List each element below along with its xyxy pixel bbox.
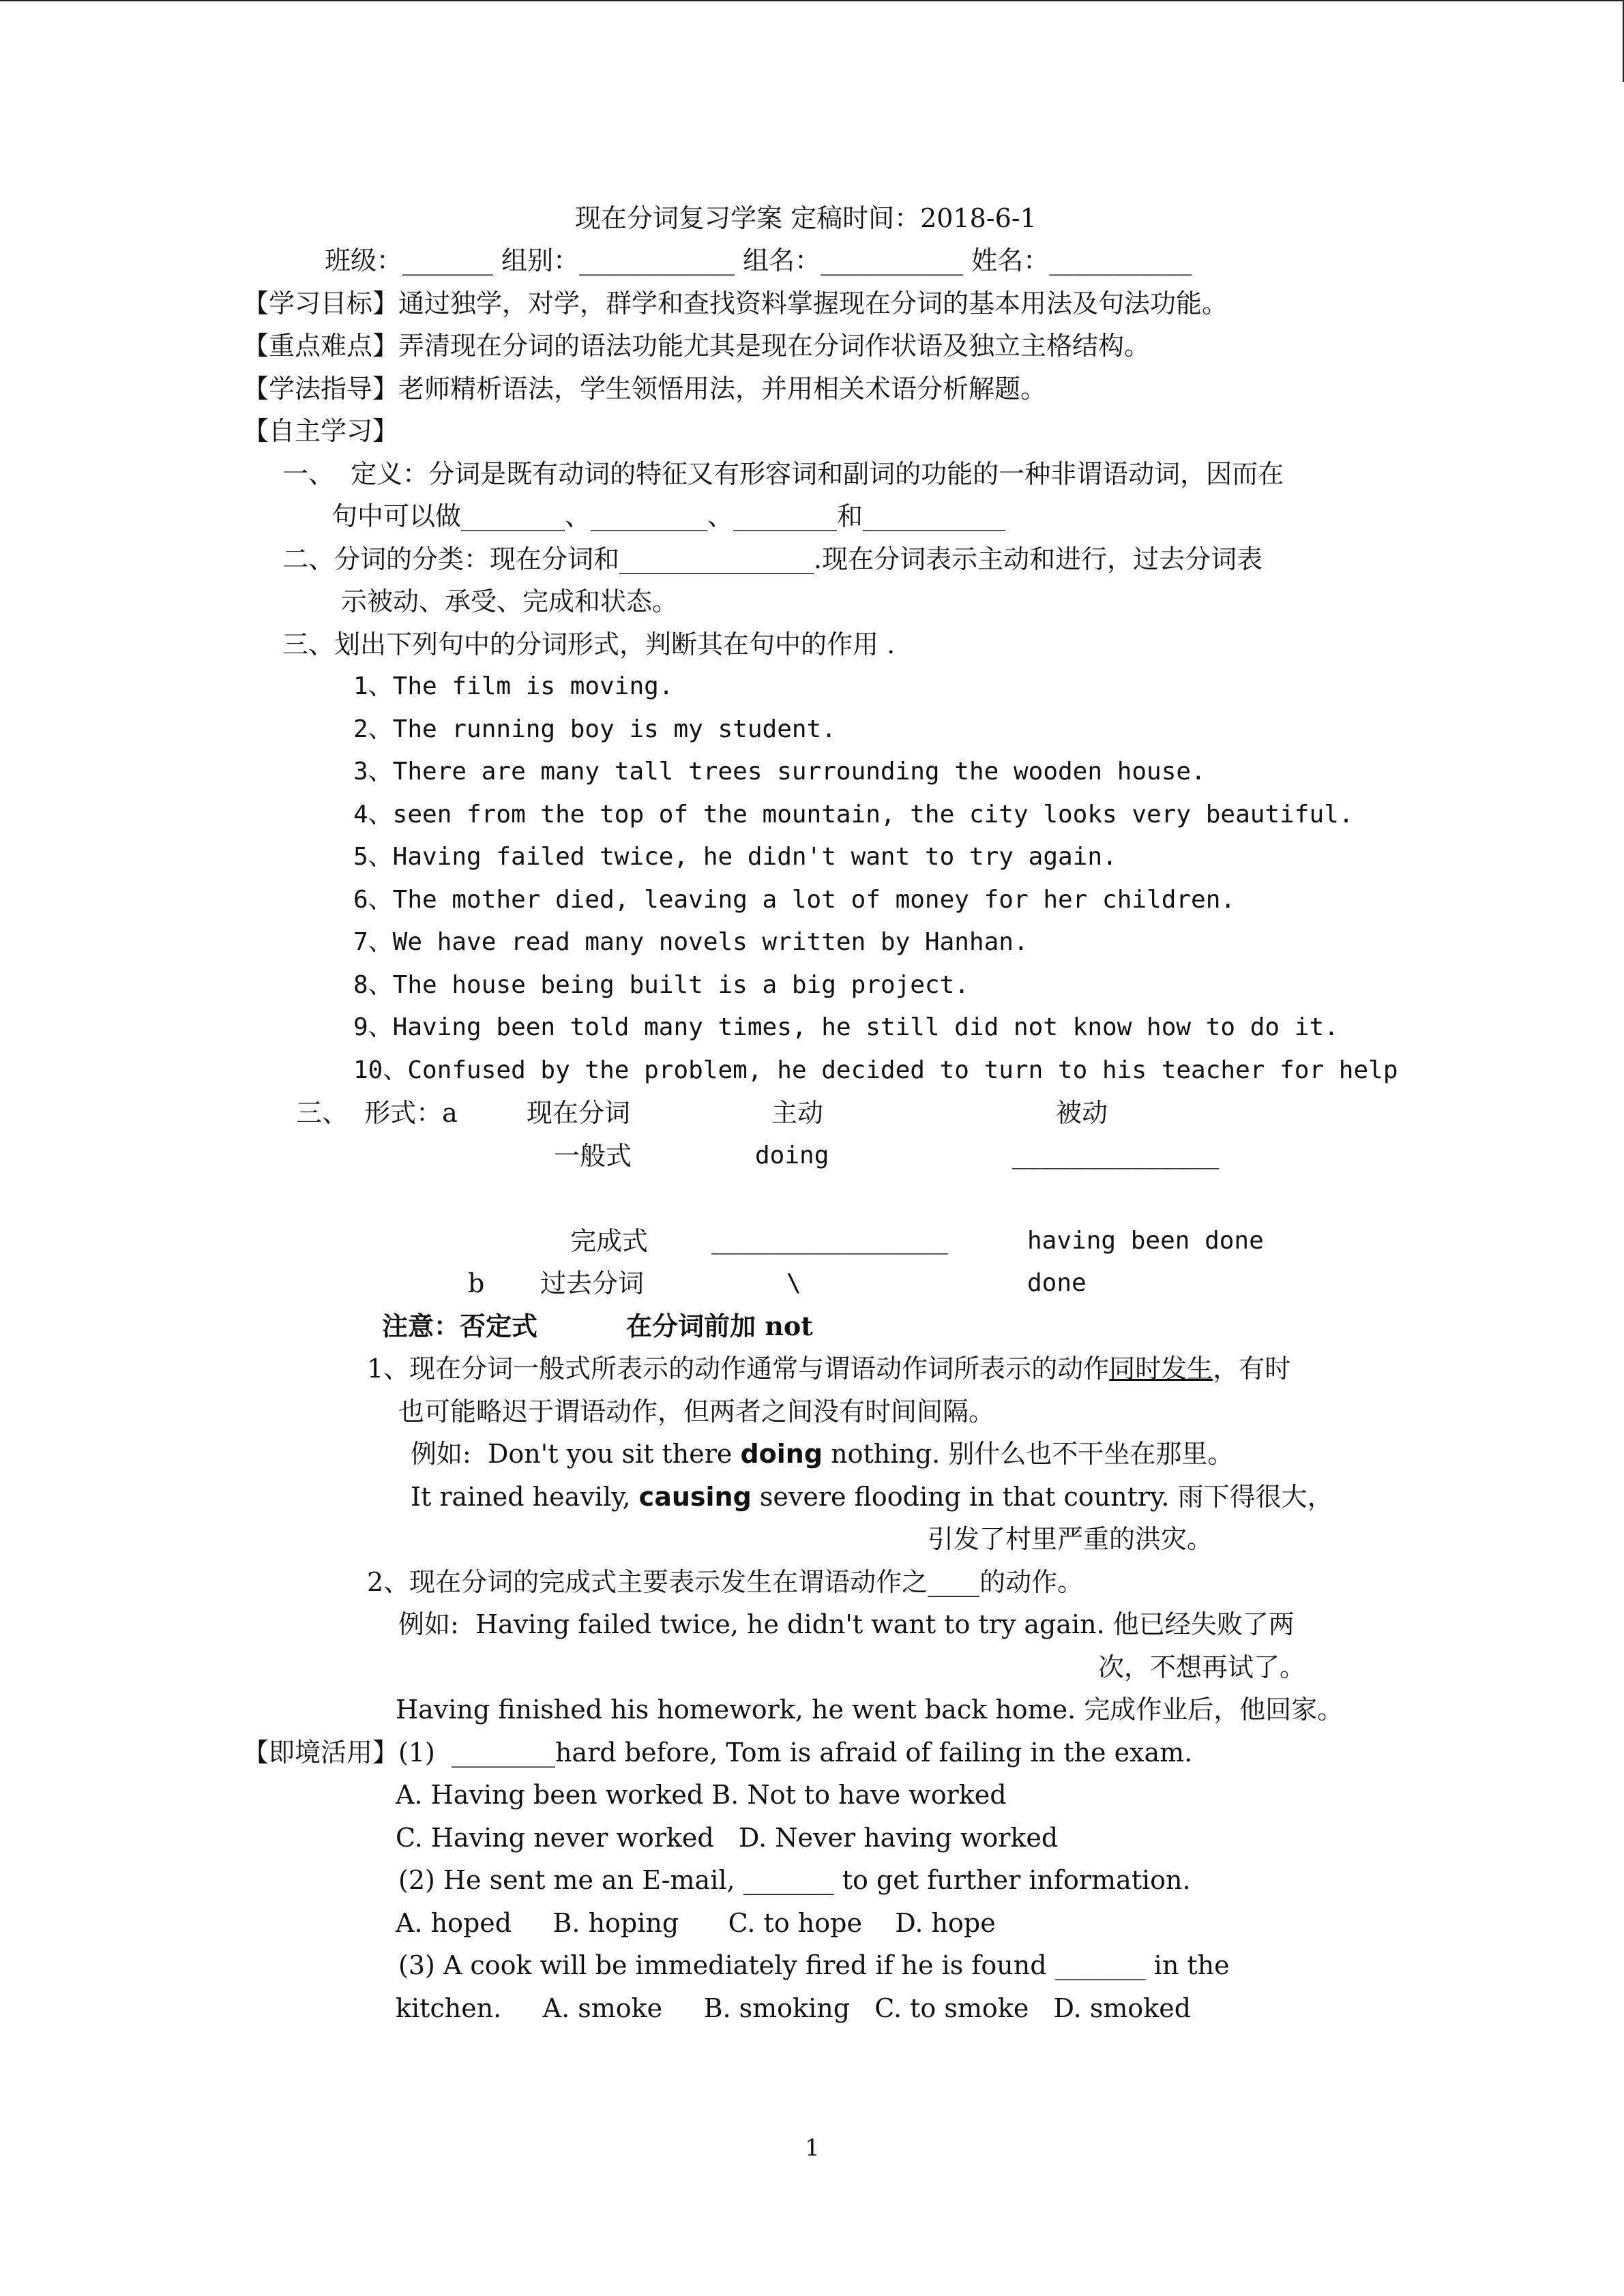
rule1-suffix: ，有时	[1213, 1354, 1291, 1384]
rule1-ex2-prefix: It rained heavily,	[411, 1482, 639, 1512]
rule1-ex1-bold: doing	[740, 1439, 823, 1469]
rule1-line1	[367, 1352, 1290, 1386]
key-points: 【重点难点】弄清现在分词的语法功能尤其是现在分词作状语及独立主格结构。	[243, 331, 1151, 361]
section1-line2: 句中可以做________、_________、________和___________	[331, 501, 1006, 531]
forms-b-passive: done	[1027, 1269, 1087, 1297]
sentence-4: 4、seen from the top of the mountain, the city looks very beautiful.	[353, 801, 1354, 829]
note-label: 注意：否定式	[382, 1311, 538, 1341]
practice-q1-options-cd: C. Having never worked D. Never having worked	[396, 1823, 1059, 1853]
page-top-border	[0, 0, 1624, 1]
rule1-line2: 也可能略迟于谓语动作，但两者之间没有时间间隔。	[398, 1397, 995, 1427]
rule1-ex1-suffix: nothing. 别什么也不干坐在那里。	[823, 1439, 1234, 1469]
sentence-5: 5、Having failed twice, he didn't want to try again.	[353, 843, 1117, 871]
rule1-example1	[411, 1437, 1233, 1471]
rule1-underlined: 同时发生	[1109, 1354, 1213, 1384]
section3-heading: 三、划出下列句中的分词形式，判断其在句中的作用 .	[282, 629, 896, 659]
forms-row2-label: 完成式	[570, 1226, 649, 1256]
rule1-prefix: 1、现在分词一般式所表示的动作通常与谓语动作词所表示的动作	[367, 1354, 1110, 1384]
forms-label: 三、 形式：a	[296, 1098, 458, 1128]
practice-q2: (2) He sent me an E-mail, _______ to get further information.	[398, 1865, 1191, 1895]
rule1-ex2-bold: causing	[638, 1482, 752, 1512]
forms-b-label: b	[468, 1268, 485, 1298]
forms-row2-passive: having been done	[1027, 1227, 1264, 1255]
section2-line1: 二、分词的分类：现在分词和_______________.现在分词表示主动和进行，过去分词表	[282, 544, 1263, 574]
sentence-8: 8、The house being built is a big project.	[353, 971, 969, 999]
rule2-example1-line2: 次，不想再试了。	[1098, 1652, 1306, 1682]
method-guide: 【学法指导】老师精析语法，学生领悟用法，并用相关术语分析解题。	[243, 374, 1047, 404]
forms-col-participle: 现在分词	[527, 1098, 631, 1128]
page-number: 1	[805, 2134, 820, 2162]
forms-b-participle: 过去分词	[540, 1268, 645, 1298]
rule2-example1: 例如: Having failed twice, he didn't want to try again. 他已经失败了两	[398, 1609, 1295, 1639]
forms-row1-active: doing	[755, 1142, 829, 1169]
page-title: 现在分词复习学案 定稿时间：2018-6-1	[575, 203, 1037, 233]
rule1-example2-line2: 引发了村里严重的洪灾。	[928, 1524, 1213, 1554]
practice-q2-options: A. hoped B. hoping C. to hope D. hope	[396, 1908, 996, 1938]
sentence-2: 2、The running boy is my student.	[353, 715, 836, 743]
rule2-example2: Having finished his homework, he went back home. 完成作业后，他回家。	[396, 1695, 1344, 1725]
practice-q1: 【即境活用】(1) ________hard before, Tom is afraid of failing in the exam.	[243, 1738, 1193, 1768]
rule2-line1: 2、现在分词的完成式主要表示发生在谓语动作之____的动作。	[367, 1567, 1084, 1597]
rule1-example2	[411, 1480, 1333, 1514]
learning-goal: 【学习目标】通过独学，对学，群学和查找资料掌握现在分词的基本用法及句法功能。	[243, 288, 1228, 318]
section2-line2: 示被动、承受、完成和状态。	[341, 586, 679, 616]
sentence-6: 6、The mother died, leaving a lot of money for her children.	[353, 886, 1236, 914]
forms-row1-label: 一般式	[554, 1141, 632, 1171]
section1-line1: 一、 定义：分词是既有动词的特征又有形容词和副词的功能的一种非谓语动词，因而在	[282, 459, 1284, 489]
practice-q3: (3) A cook will be immediately fired if he is found _______ in the	[398, 1950, 1230, 1980]
sentence-9: 9、Having been told many times, he still did not know how to do it.	[353, 1013, 1339, 1041]
sentence-3: 3、There are many tall trees surrounding the wooden house.	[353, 758, 1206, 786]
rule1-ex1-prefix: 例如: Don't you sit there	[411, 1439, 741, 1469]
forms-row1-passive-blank: ______________	[1012, 1142, 1220, 1169]
forms-col-active: 主动	[771, 1098, 824, 1128]
self-study-heading: 【自主学习】	[243, 416, 399, 446]
forms-row2-active-blank: ________________	[711, 1227, 948, 1255]
forms-b-active: \	[786, 1269, 801, 1297]
rule1-ex2-suffix: severe flooding in that country. 雨下得很大，	[751, 1482, 1333, 1512]
practice-q1-options-ab: A. Having been worked B. Not to have worked	[396, 1780, 1007, 1810]
header-fields: 班级：_______ 组别：____________ 组名：___________ 姓名：___________	[325, 245, 1192, 275]
note-text: 在分词前加 not	[626, 1311, 813, 1341]
sentence-7: 7、We have read many novels written by Hanhan.	[353, 928, 1029, 956]
sentence-1: 1、The film is moving.	[353, 672, 674, 700]
sentence-10: 10、Confused by the problem, he decided to turn to his teacher for help	[353, 1056, 1398, 1084]
practice-q3-line2: kitchen. A. smoke B. smoking C. to smoke D. smoked	[396, 1993, 1192, 2023]
forms-col-passive: 被动	[1056, 1098, 1108, 1128]
